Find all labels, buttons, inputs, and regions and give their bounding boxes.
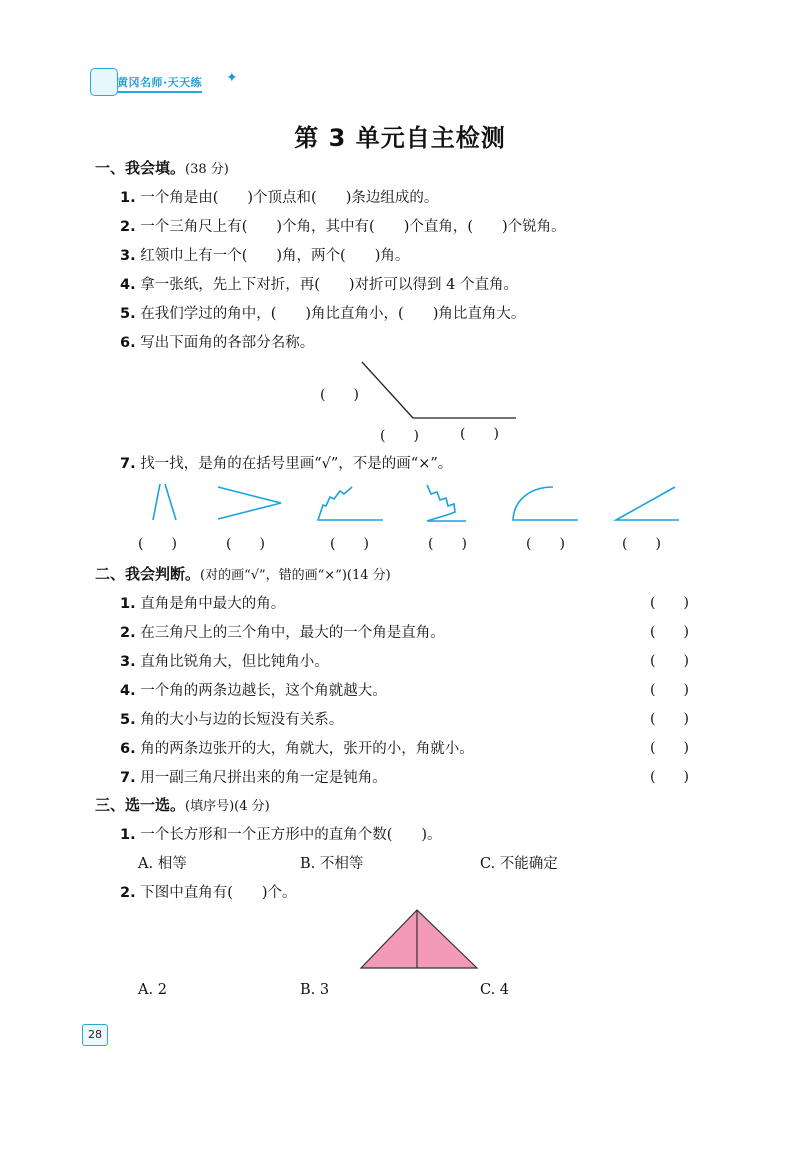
judge-answer-3[interactable]: ( )	[650, 653, 689, 669]
question-number: 6.	[120, 335, 136, 351]
question-number: 1.	[120, 827, 136, 843]
section3-score: (填序号)(4 分)	[185, 799, 270, 814]
section2-heading-text: 二、我会判断。	[95, 565, 201, 583]
star-icon: ✦	[226, 70, 238, 86]
option-c[interactable]: C. 不能确定	[480, 856, 558, 872]
question-number: 4.	[120, 277, 136, 293]
question-text: 在三角尺上的三个角中，最大的一个角是直角。	[140, 625, 445, 641]
q7-answer-1[interactable]: ( )	[138, 536, 177, 552]
section1-score: (38 分)	[185, 162, 229, 177]
question-number: 7.	[120, 456, 136, 472]
q7-answer-4[interactable]: ( )	[428, 536, 467, 552]
judge-answer-1[interactable]: ( )	[650, 595, 689, 611]
question-number: 5.	[120, 712, 136, 728]
section2-score: (对的画“√”，错的画“×”)(14 分)	[200, 568, 391, 583]
pink-triangle	[361, 910, 477, 968]
question-text: 一个三角尺上有( )个角，其中有( )个直角，( )个锐角。	[140, 219, 566, 235]
question-text: 角的大小与边的长短没有关系。	[140, 712, 344, 728]
answer-blank-side[interactable]: ( )	[320, 387, 359, 403]
question-text: 下图中直角有( )个。	[140, 885, 297, 901]
q7-answer-2[interactable]: ( )	[226, 536, 265, 552]
question-number: 1.	[120, 596, 136, 612]
question-text: 拿一张纸，先上下对折，再( )对折可以得到 4 个直角。	[140, 277, 518, 293]
judge-answer-4[interactable]: ( )	[650, 682, 689, 698]
option-b[interactable]: B. 不相等	[300, 856, 364, 872]
question-text: 在我们学过的角中，( )角比直角小，( )角比直角大。	[140, 306, 526, 322]
question-number: 2.	[120, 219, 136, 235]
question-number: 5.	[120, 306, 136, 322]
question-number: 2.	[120, 625, 136, 641]
question-number: 7.	[120, 770, 136, 786]
q7-answer-5[interactable]: ( )	[526, 536, 565, 552]
q7-answer-6[interactable]: ( )	[622, 536, 661, 552]
q7-answer-3[interactable]: ( )	[330, 536, 369, 552]
answer-blank-side-2[interactable]: ( )	[460, 426, 499, 442]
question-text: 角的两条边张开的大，角就大，张开的小，角就小。	[140, 741, 474, 757]
question-text: 用一副三角尺拼出来的角一定是钝角。	[140, 770, 387, 786]
question-text: 直角是角中最大的角。	[140, 596, 286, 612]
judge-answer-2[interactable]: ( )	[650, 624, 689, 640]
option-a[interactable]: A. 相等	[138, 856, 187, 872]
question-text: 写出下面角的各部分名称。	[140, 335, 315, 351]
judge-answer-6[interactable]: ( )	[650, 740, 689, 756]
question-text: 一个角的两条边越长，这个角就越大。	[140, 683, 387, 699]
page-title: 第 3 单元自主检测	[294, 124, 506, 152]
judge-answer-5[interactable]: ( )	[650, 711, 689, 727]
section3-heading-text: 三、选一选。	[95, 796, 186, 814]
question-text: 直角比锐角大，但比钝角小。	[140, 654, 329, 670]
question-number: 6.	[120, 741, 136, 757]
question-number: 3.	[120, 248, 136, 264]
question-number: 3.	[120, 654, 136, 670]
answer-blank-vertex[interactable]: ( )	[380, 428, 419, 444]
option-c[interactable]: C. 4	[480, 982, 510, 998]
option-a[interactable]: A. 2	[138, 982, 167, 998]
question-number: 4.	[120, 683, 136, 699]
option-b[interactable]: B. 3	[300, 982, 330, 998]
question-number: 2.	[120, 885, 136, 901]
section1-heading-text: 一、我会填。	[95, 159, 186, 177]
judge-answer-7[interactable]: ( )	[650, 769, 689, 785]
brand-name: 黄冈名师·天天练	[117, 74, 202, 93]
page-number: 28	[82, 1024, 108, 1046]
question-text: 一个长方形和一个正方形中的直角个数( )。	[140, 827, 442, 843]
question-text: 红领巾上有一个( )角，两个( )角。	[140, 248, 410, 264]
question-text: 找一找，是角的在括号里画“√”，不是的画“×”。	[140, 456, 453, 472]
question-text: 一个角是由( )个顶点和( )条边组成的。	[140, 190, 439, 206]
question-number: 1.	[120, 190, 136, 206]
